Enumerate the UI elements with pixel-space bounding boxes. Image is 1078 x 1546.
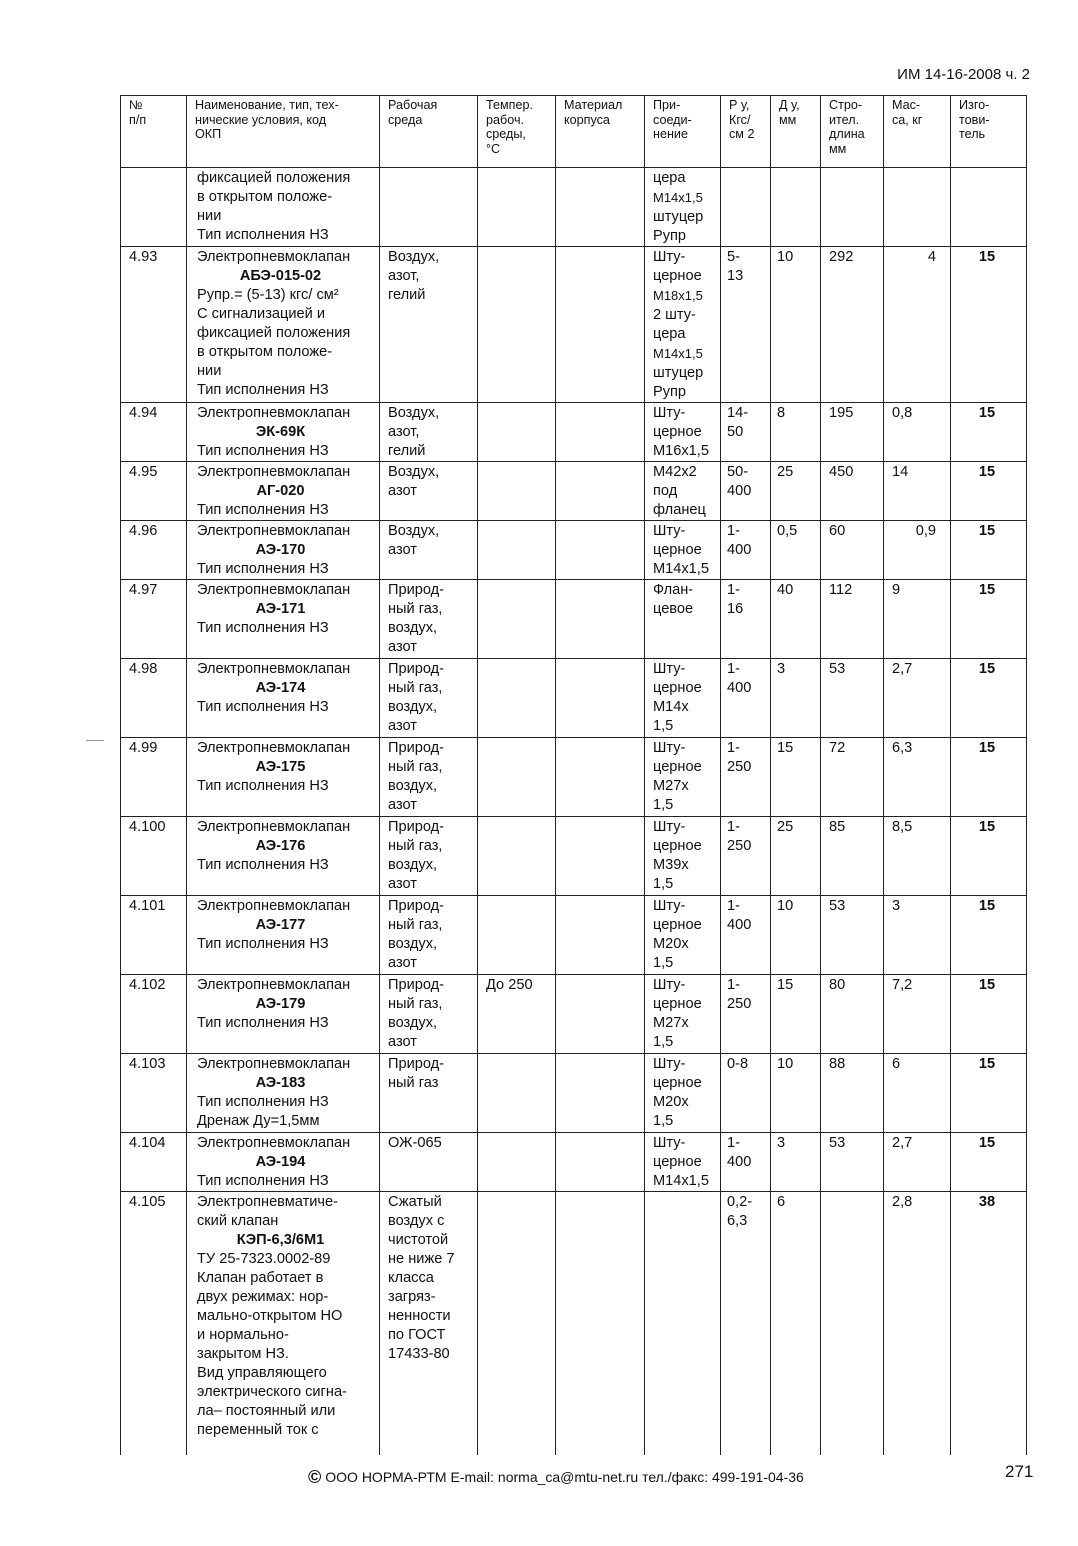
cell-pressure: 1- 16 [721, 580, 771, 659]
model-designation: АЭ-174 [255, 680, 306, 696]
cell-diameter: 40 [771, 580, 821, 659]
cell-name [187, 975, 380, 1054]
table-row [121, 975, 1027, 1054]
cell-number: 4.103 [121, 1054, 187, 1133]
cell-number: 4.97 [121, 580, 187, 659]
model-designation: АБЭ-015-02 [239, 268, 322, 284]
name-line: Электропневмоклапан [197, 464, 351, 480]
header-col-num: № п/п [121, 96, 187, 168]
cell-material [556, 1192, 645, 1456]
name-line: Тип исполнения НЗ [197, 857, 329, 873]
model-designation: АЭ-177 [255, 917, 306, 933]
cell-pressure: 5- 13 [721, 247, 771, 403]
model-designation: АГ-020 [256, 483, 305, 499]
cell-connection [645, 168, 721, 247]
name-line: фиксацией положения [197, 325, 351, 341]
name-line: Клапан работает в [197, 1270, 324, 1286]
table-row [121, 1192, 1027, 1456]
cell-manufacturer: 15 [951, 896, 1027, 975]
cell-diameter: 10 [771, 247, 821, 403]
name-line: Электропневмоклапан [197, 819, 351, 835]
cell-pressure: 14- 50 [721, 403, 771, 462]
cell-diameter: 10 [771, 1054, 821, 1133]
cell-number: 4.99 [121, 738, 187, 817]
name-line: Электропневмоклапан [197, 661, 351, 677]
cell-material [556, 403, 645, 462]
connection-line: церное [653, 268, 702, 284]
cell-pressure: 1- 400 [721, 659, 771, 738]
header-col-connection: При- соеди- нение [645, 96, 721, 168]
cell-length [821, 168, 884, 247]
name-line: Электропневматиче- [197, 1194, 339, 1210]
cell-material [556, 247, 645, 403]
cell-material [556, 1054, 645, 1133]
cell-mass: 9 [884, 580, 951, 659]
header-row [121, 96, 1027, 168]
cell-length: 60 [821, 521, 884, 580]
cell-number: 4.95 [121, 462, 187, 521]
cell-mass: 2,7 [884, 659, 951, 738]
cell-pressure: 0-8 [721, 1054, 771, 1133]
header-col-pressure: Р у, Кгс/ см 2 [721, 96, 771, 168]
header-col-medium: Рабочая среда [380, 96, 478, 168]
header-col-material: Материал корпуса [556, 96, 645, 168]
cell-diameter: 0,5 [771, 521, 821, 580]
cell-medium: Воздух, азот [380, 521, 478, 580]
cell-manufacturer [951, 168, 1027, 247]
cell-name [187, 403, 380, 462]
name-line: Электропневмоклапан [197, 1056, 351, 1072]
cell-mass: 4 [884, 247, 951, 403]
name-line: С сигнализацией и [197, 306, 326, 322]
name-line: в открытом положе- [197, 189, 333, 205]
cell-pressure: 1- 400 [721, 1133, 771, 1192]
cell-length: 450 [821, 462, 884, 521]
cell-length: 53 [821, 1133, 884, 1192]
cell-material [556, 521, 645, 580]
cell-medium: Природ- ный газ, воздух, азот [380, 817, 478, 896]
cell-material [556, 168, 645, 247]
cell-number: 4.93 [121, 247, 187, 403]
copyright-icon: © [308, 1467, 322, 1487]
cell-diameter: 8 [771, 403, 821, 462]
cell-manufacturer: 15 [951, 1054, 1027, 1133]
connection-line: штуцер [653, 365, 704, 381]
cell-manufacturer: 15 [951, 247, 1027, 403]
cell-material [556, 896, 645, 975]
cell-mass: 2,8 [884, 1192, 951, 1456]
cell-diameter: 15 [771, 738, 821, 817]
cell-length: 72 [821, 738, 884, 817]
cell-manufacturer: 15 [951, 1133, 1027, 1192]
cell-mass [884, 168, 951, 247]
name-line: электрического сигна- [197, 1384, 347, 1400]
name-line: Вид управляющего [197, 1365, 327, 1381]
name-line: Тип исполнения НЗ [197, 561, 329, 577]
name-line: Электропневмоклапан [197, 249, 351, 265]
cell-manufacturer: 15 [951, 521, 1027, 580]
cell-medium [380, 168, 478, 247]
cell-connection: Шту- церное М14х 1,5 [645, 659, 721, 738]
cell-length: 85 [821, 817, 884, 896]
name-line: Электропневмоклапан [197, 740, 351, 756]
connection-line: 2 шту- [653, 307, 696, 323]
cell-manufacturer: 15 [951, 580, 1027, 659]
name-line: переменный ток с [197, 1422, 319, 1438]
cell-pressure: 0,2- 6,3 [721, 1192, 771, 1456]
cell-number: 4.100 [121, 817, 187, 896]
name-line: Электропневмоклапан [197, 977, 351, 993]
cell-material [556, 738, 645, 817]
table-row [121, 247, 1027, 403]
name-line: Тип исполнения НЗ [197, 1173, 329, 1189]
cell-medium: Природ- ный газ, воздух, азот [380, 580, 478, 659]
header-col-name: Наименование, тип, тех- нические условия, код ОКП [187, 96, 380, 168]
cell-number: 4.104 [121, 1133, 187, 1192]
model-designation: АЭ-194 [255, 1154, 306, 1170]
cell-medium: Природ- ный газ, воздух, азот [380, 738, 478, 817]
header-col-length: Стро- ител. длина мм [821, 96, 884, 168]
name-line: двух режимах: нор- [197, 1289, 329, 1305]
header-col-manufacturer: Изго- тови- тель [951, 96, 1027, 168]
cell-name [187, 247, 380, 403]
cell-length: 53 [821, 896, 884, 975]
cell-connection [645, 1192, 721, 1456]
name-line: Тип исполнения НЗ [197, 1015, 329, 1031]
model-designation: ЭК-69К [255, 424, 306, 440]
cell-length: 53 [821, 659, 884, 738]
cell-medium: Воздух, азот, гелий [380, 403, 478, 462]
name-line: Тип исполнения НЗ [197, 443, 329, 459]
cell-diameter: 25 [771, 817, 821, 896]
cell-name [187, 896, 380, 975]
model-designation: АЭ-183 [255, 1075, 306, 1091]
name-line: Тип исполнения НЗ [197, 502, 329, 518]
name-line: Электропневмоклапан [197, 582, 351, 598]
name-line: Электропневмоклапан [197, 523, 351, 539]
cell-temperature [478, 1133, 556, 1192]
table-row [121, 168, 1027, 247]
name-line: мально-открытом НО [197, 1308, 343, 1324]
page-number: 271 [1005, 1462, 1034, 1481]
table-row [121, 403, 1027, 462]
name-line: Рупр.= (5-13) кгс/ см² [197, 287, 339, 303]
cell-material [556, 580, 645, 659]
cell-connection: Шту- церное М20х 1,5 [645, 896, 721, 975]
name-line: Тип исполнения НЗ [197, 227, 329, 243]
cell-medium: Природ- ный газ [380, 1054, 478, 1133]
header-col-mass: Мас- са, кг [884, 96, 951, 168]
connection-line: Шту- [653, 249, 686, 265]
connection-line: Рупр [653, 228, 687, 244]
cell-mass: 14 [884, 462, 951, 521]
cell-diameter: 10 [771, 896, 821, 975]
scan-mark [86, 740, 104, 741]
cell-temperature [478, 521, 556, 580]
cell-temperature [478, 168, 556, 247]
header-col-diameter: Д у, мм [771, 96, 821, 168]
table-row [121, 659, 1027, 738]
cell-pressure: 1- 250 [721, 738, 771, 817]
cell-number [121, 168, 187, 247]
cell-connection: Шту- церное М16х1,5 [645, 403, 721, 462]
cell-material [556, 1133, 645, 1192]
cell-connection: Шту- церное М20х 1,5 [645, 1054, 721, 1133]
cell-medium: Природ- ный газ, воздух, азот [380, 659, 478, 738]
name-line: Тип исполнения НЗ [197, 778, 329, 794]
cell-name [187, 580, 380, 659]
cell-connection: Шту- церное М14х1,5 [645, 1133, 721, 1192]
cell-temperature [478, 1054, 556, 1133]
cell-mass: 2,7 [884, 1133, 951, 1192]
cell-connection [645, 247, 721, 403]
cell-medium: Воздух, азот, гелий [380, 247, 478, 403]
name-line: закрытом НЗ. [197, 1346, 289, 1362]
table-row [121, 462, 1027, 521]
cell-connection: М42х2 под фланец [645, 462, 721, 521]
cell-number: 4.96 [121, 521, 187, 580]
cell-name [187, 521, 380, 580]
cell-temperature [478, 1192, 556, 1456]
table-body [121, 168, 1027, 1456]
cell-number: 4.94 [121, 403, 187, 462]
name-line: Дренаж Ду=1,5мм [197, 1113, 320, 1129]
cell-length: 195 [821, 403, 884, 462]
name-line: нии [197, 363, 222, 379]
header-col-temp: Темпер. рабоч. среды, °С [478, 96, 556, 168]
name-line: Тип исполнения НЗ [197, 936, 329, 952]
name-line: Тип исполнения НЗ [197, 382, 329, 398]
cell-diameter: 25 [771, 462, 821, 521]
connection-line: М18х1,5 [653, 288, 703, 303]
model-designation: АЭ-179 [255, 996, 306, 1012]
cell-pressure: 1- 400 [721, 896, 771, 975]
cell-material [556, 975, 645, 1054]
cell-name [187, 1054, 380, 1133]
cell-medium: ОЖ-065 [380, 1133, 478, 1192]
model-designation: АЭ-170 [255, 542, 306, 558]
cell-length [821, 1192, 884, 1456]
name-line: ский клапан [197, 1213, 279, 1229]
cell-name [187, 168, 380, 247]
cell-manufacturer: 15 [951, 975, 1027, 1054]
connection-line: цера [653, 170, 686, 186]
cell-temperature [478, 896, 556, 975]
cell-manufacturer: 15 [951, 738, 1027, 817]
name-line: Электропневмоклапан [197, 898, 351, 914]
cell-number: 4.105 [121, 1192, 187, 1456]
cell-name [187, 1133, 380, 1192]
connection-line: цера [653, 326, 686, 342]
name-line: Тип исполнения НЗ [197, 620, 329, 636]
table-row [121, 1054, 1027, 1133]
cell-connection: Шту- церное М39х 1,5 [645, 817, 721, 896]
name-line: и нормально- [197, 1327, 289, 1343]
name-line: Тип исполнения НЗ [197, 699, 329, 715]
cell-manufacturer: 15 [951, 659, 1027, 738]
cell-mass: 0,8 [884, 403, 951, 462]
name-line: ла– постоянный или [197, 1403, 336, 1419]
table-row [121, 738, 1027, 817]
cell-medium: Природ- ный газ, воздух, азот [380, 975, 478, 1054]
table-row [121, 817, 1027, 896]
cell-length: 80 [821, 975, 884, 1054]
table-row [121, 896, 1027, 975]
name-line: ТУ 25-7323.0002-89 [197, 1251, 331, 1267]
table-row [121, 1133, 1027, 1192]
model-designation: КЭП-6,3/6М1 [236, 1232, 325, 1248]
table-header [121, 96, 1027, 168]
name-line: Тип исполнения НЗ [197, 1094, 329, 1110]
cell-temperature [478, 738, 556, 817]
cell-pressure: 1- 250 [721, 817, 771, 896]
name-line: в открытом положе- [197, 344, 333, 360]
cell-diameter: 15 [771, 975, 821, 1054]
connection-line: М14х1,5 [653, 346, 703, 361]
cell-connection: Флан- цевое [645, 580, 721, 659]
cell-name [187, 817, 380, 896]
cell-manufacturer: 15 [951, 403, 1027, 462]
cell-name [187, 738, 380, 817]
cell-pressure: 1- 250 [721, 975, 771, 1054]
model-designation: АЭ-175 [255, 759, 306, 775]
cell-temperature [478, 659, 556, 738]
cell-material [556, 462, 645, 521]
cell-diameter: 3 [771, 659, 821, 738]
model-designation: АЭ-171 [255, 601, 306, 617]
cell-mass: 3 [884, 896, 951, 975]
cell-length: 88 [821, 1054, 884, 1133]
cell-connection: Шту- церное М27х 1,5 [645, 975, 721, 1054]
cell-diameter [771, 168, 821, 247]
cell-mass: 7,2 [884, 975, 951, 1054]
cell-pressure: 50- 400 [721, 462, 771, 521]
name-line: Электропневмоклапан [197, 405, 351, 421]
table-row [121, 521, 1027, 580]
cell-mass: 6 [884, 1054, 951, 1133]
cell-connection: Шту- церное М14х1,5 [645, 521, 721, 580]
cell-medium: Сжатый воздух с чистотой не ниже 7 класса загряз- ненности по ГОСТ 17433-80 [380, 1192, 478, 1456]
cell-medium: Природ- ный газ, воздух, азот [380, 896, 478, 975]
page-footer [308, 1467, 804, 1488]
cell-diameter: 3 [771, 1133, 821, 1192]
cell-temperature: До 250 [478, 975, 556, 1054]
table-row [121, 580, 1027, 659]
cell-temperature [478, 817, 556, 896]
cell-length: 292 [821, 247, 884, 403]
name-line: Электропневмоклапан [197, 1135, 351, 1151]
cell-temperature [478, 247, 556, 403]
name-line: фиксацией положения [197, 170, 351, 186]
cell-name [187, 1192, 380, 1456]
cell-temperature [478, 580, 556, 659]
model-designation: АЭ-176 [255, 838, 306, 854]
cell-mass: 6,3 [884, 738, 951, 817]
cell-number: 4.98 [121, 659, 187, 738]
cell-mass: 8,5 [884, 817, 951, 896]
cell-name [187, 659, 380, 738]
cell-mass: 0,9 [884, 521, 951, 580]
connection-line: М14х1,5 [653, 190, 703, 205]
document-code: ИМ 14-16-2008 ч. 2 [897, 66, 1030, 83]
cell-pressure [721, 168, 771, 247]
cell-material [556, 817, 645, 896]
cell-length: 112 [821, 580, 884, 659]
cell-connection: Шту- церное М27х 1,5 [645, 738, 721, 817]
cell-temperature [478, 462, 556, 521]
cell-medium: Воздух, азот [380, 462, 478, 521]
cell-number: 4.102 [121, 975, 187, 1054]
cell-number: 4.101 [121, 896, 187, 975]
cell-manufacturer: 38 [951, 1192, 1027, 1456]
cell-material [556, 659, 645, 738]
name-line: нии [197, 208, 222, 224]
connection-line: Рупр [653, 384, 687, 400]
cell-pressure: 1- 400 [721, 521, 771, 580]
cell-name [187, 462, 380, 521]
footer-text: ООО НОРМА-РТМ E-mail: norma_ca@mtu-net.ru тел./факс: 499-191-04-36 [325, 1469, 804, 1485]
valves-spec-table [120, 95, 1027, 1455]
cell-manufacturer: 15 [951, 462, 1027, 521]
cell-manufacturer: 15 [951, 817, 1027, 896]
cell-temperature [478, 403, 556, 462]
connection-line: штуцер [653, 209, 704, 225]
cell-diameter: 6 [771, 1192, 821, 1456]
